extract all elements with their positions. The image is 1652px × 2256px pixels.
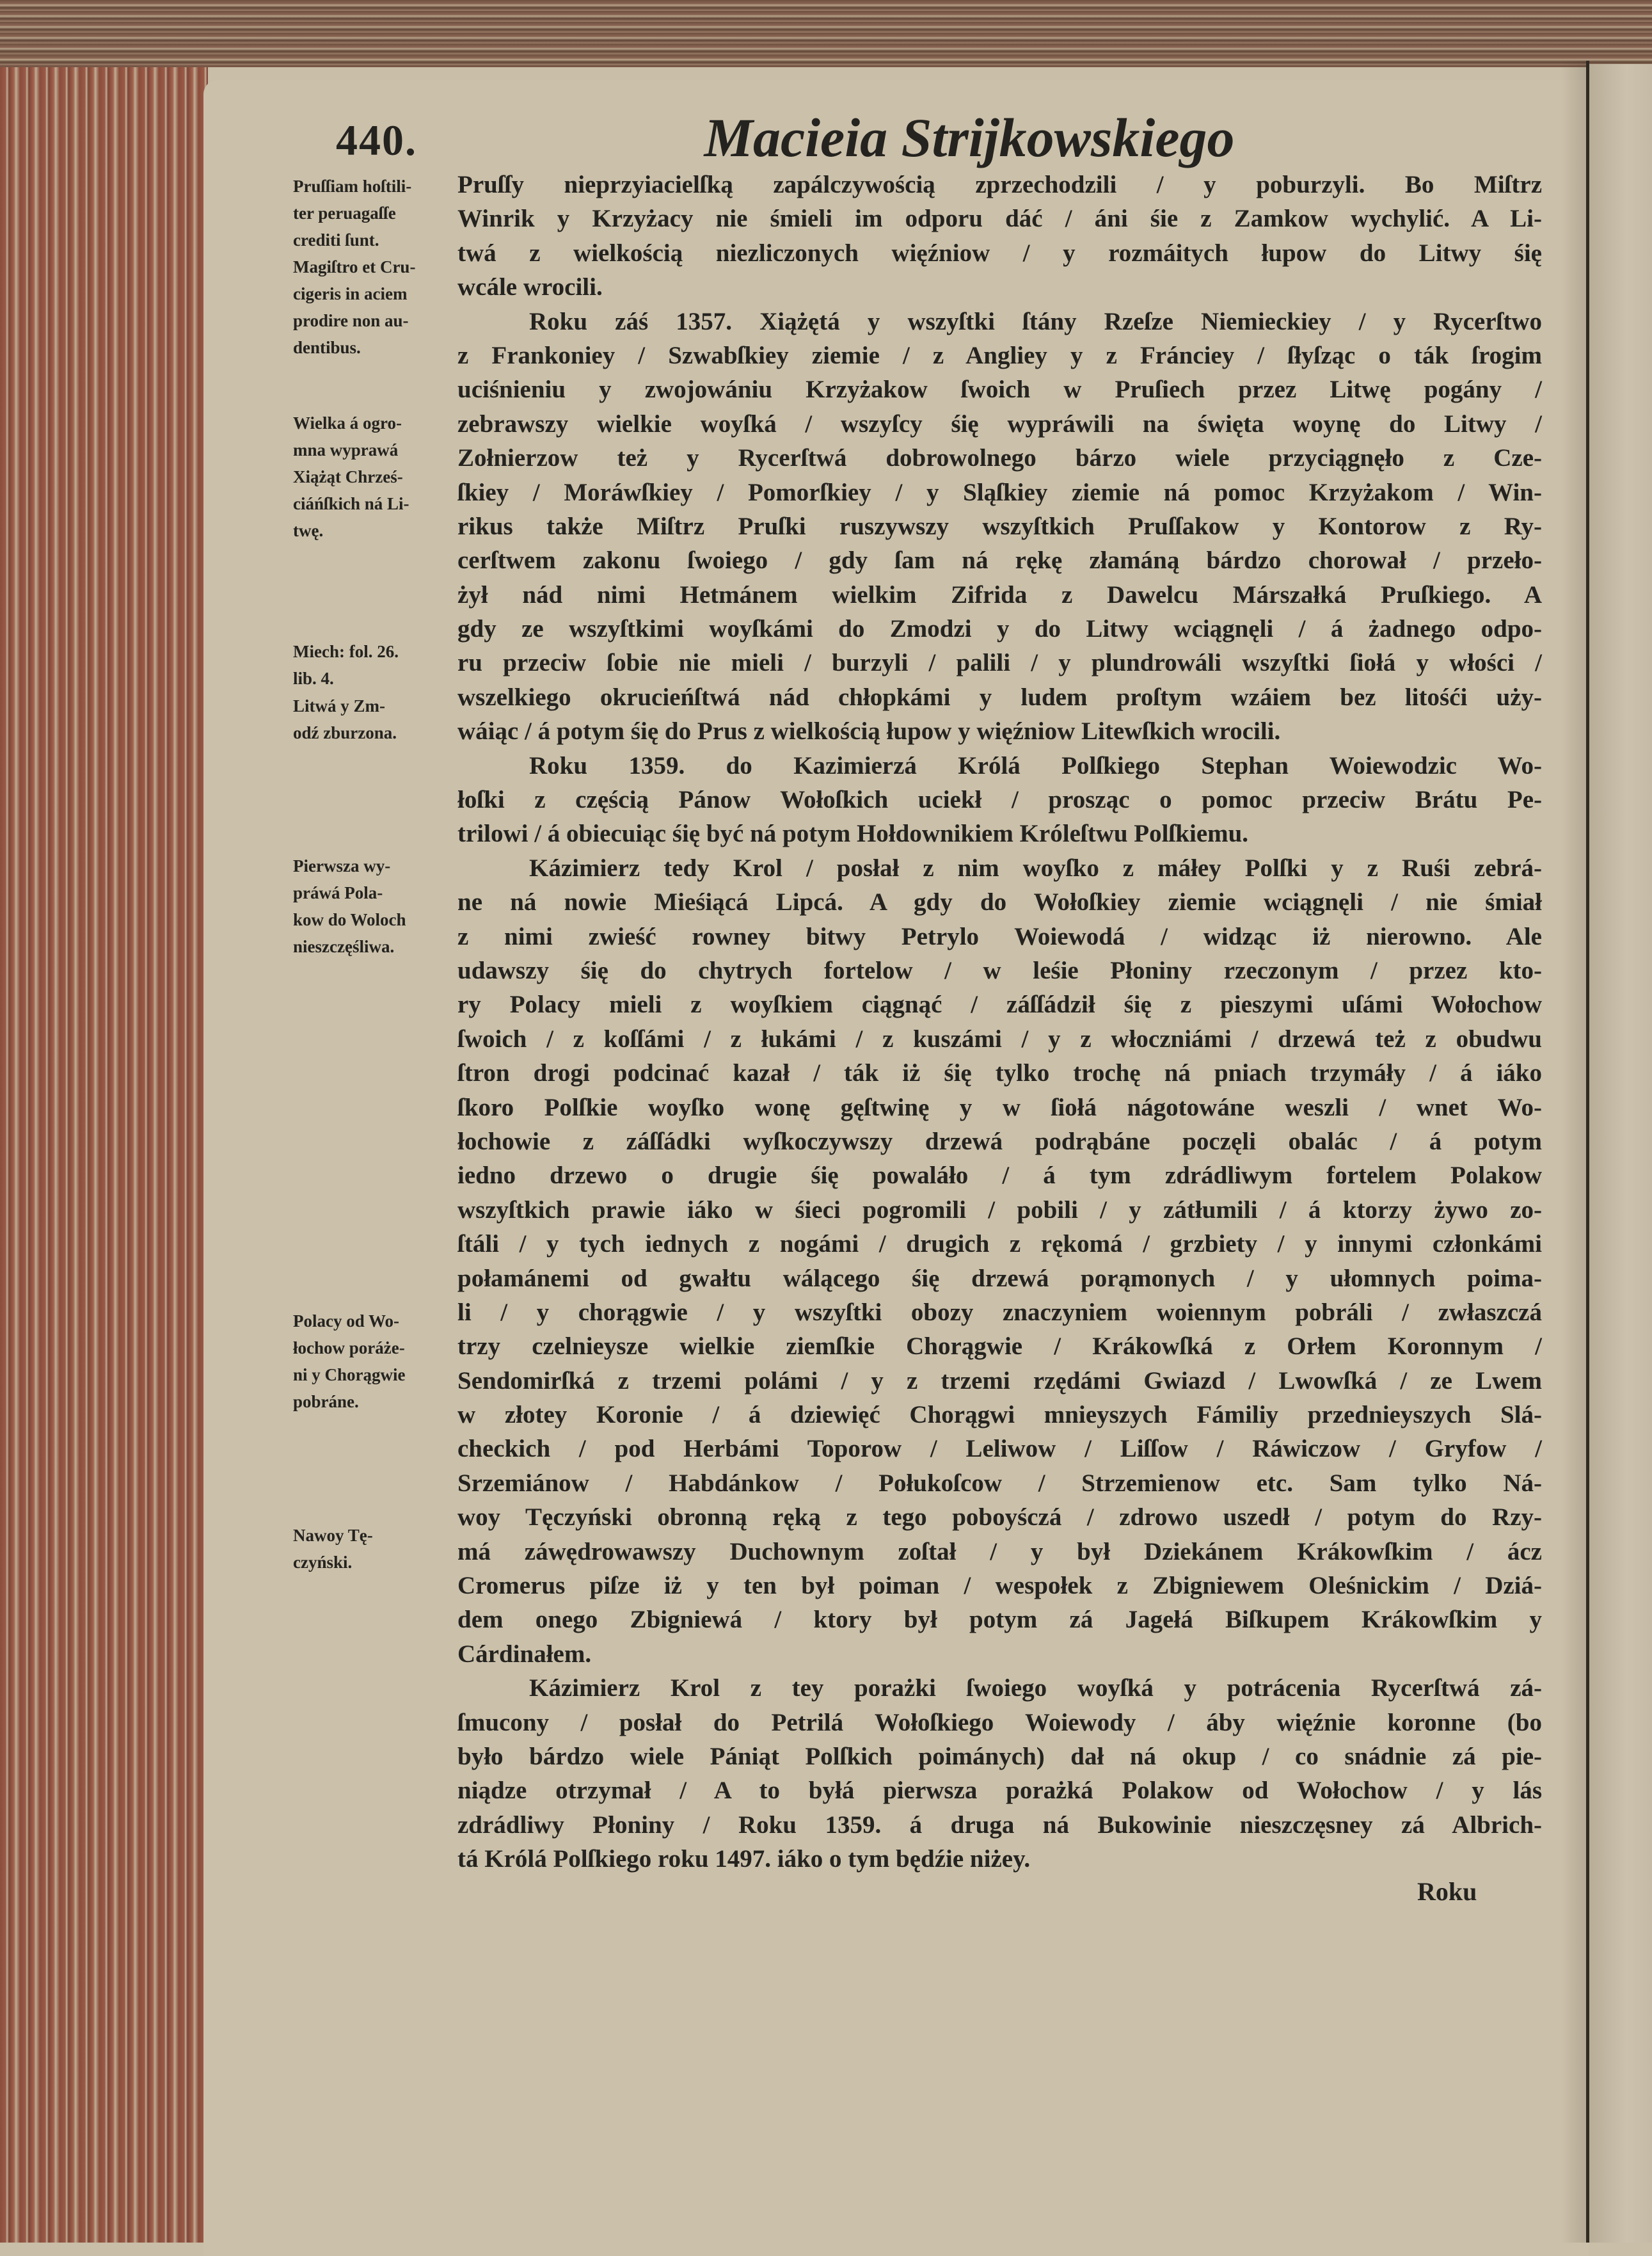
text-line: iedno drzewo o drugie śię powaláło / á tym zdrádliwym fortelem Polakow bbox=[457, 1162, 1542, 1190]
text-line: zdrádliwy Płoniny / Roku 1359. á druga ná Bukowinie nieszczęsney zá Albrich- bbox=[457, 1811, 1542, 1839]
text-line: Kázimierz tedy Krol / posłał z nim woyſko z máłey Polſki y z Ruśi zebrá- bbox=[529, 854, 1542, 882]
text-line: Roku 1359. do Kazimierzá Królá Polſkiego Stephan Woiewodzic Wo- bbox=[529, 751, 1542, 780]
page-number: 440. bbox=[336, 116, 417, 164]
text-line: ry Polacy mieli z woyſkiem ciągnąć / záſſádził śię z pieszymi uſámi Wołochow bbox=[457, 991, 1542, 1019]
marginal-note-line: ni y Chorągwie bbox=[293, 1365, 406, 1384]
facing-page bbox=[1589, 64, 1652, 2243]
marginal-note bbox=[293, 638, 421, 692]
text-line: Cárdinałem. bbox=[457, 1640, 592, 1668]
text-line: gdy ze wszyſtkimi woyſkámi do Zmodzi y do Litwy wciągnęli / á żadnego odpo- bbox=[457, 615, 1542, 643]
text-line: Pruſſy nieprzyiacielſką zapálczywością zprzechodzili / y poburzyli. Bo Miſtrz bbox=[457, 171, 1542, 198]
text-line: ſkiey / Moráwſkiey / Pomorſkiey / y Sląſkiey ziemie ná pomoc Krzyżakom / Win- bbox=[457, 478, 1542, 506]
text-line: żył nád nimi Hetmánem wielkim Zifrida z Dawelcu Márszałká Pruſkiego. A bbox=[457, 580, 1542, 609]
marginal-note-line: kow do Woloch bbox=[293, 910, 406, 929]
marginal-note-line: odź zburzona. bbox=[293, 723, 397, 742]
text-line: ſwoich / z koſſámi / z łukámi / z kuszámi / y z włoczniámi / drzewá też z obudwu bbox=[457, 1025, 1542, 1053]
book-top-edges bbox=[0, 0, 1652, 67]
marginal-note-line: mna wyprawá bbox=[293, 440, 399, 460]
text-line: było bárdzo wiele Pániąt Polſkich poimánych) dał ná okup / co snádnie zá pie- bbox=[457, 1742, 1542, 1770]
text-line: połamánemi od gwałtu wálącego śię drzewá porąmonych / y ułomnych poima- bbox=[457, 1264, 1542, 1292]
text-line: uciśnieniu y zwojowániu Krzyżakow ſwoich w Pruſiech przez Litwę pogány / bbox=[457, 376, 1542, 404]
marginal-note-line: łochow poráże- bbox=[293, 1338, 405, 1357]
marginal-note bbox=[293, 173, 421, 361]
text-line: Roku záś 1357. Xiążętá y wszyſtki ſtány Rzeſze Niemieckiey / y Rycerſtwo bbox=[529, 307, 1542, 335]
marginal-note bbox=[293, 692, 421, 746]
text-line: z nimi zwieść rowney bitwy Petrylo Woiewodá / widząc iż nierowno. Ale bbox=[457, 922, 1542, 950]
marginal-note-line: lib. 4. bbox=[293, 669, 334, 688]
marginal-note-line: Nawoy Tę- bbox=[293, 1526, 373, 1545]
running-title: Macieia Strijkowskiego bbox=[704, 107, 1235, 168]
text-line: Srzemiánow / Habdánkow / Połukoſcow / Strzemienow etc. Sam tylko Ná- bbox=[457, 1469, 1542, 1497]
text-line: ru przeciw ſobie nie mieli / burzyli / palili / y plundrowáli wszyſtki ſiołá y włości / bbox=[457, 649, 1542, 677]
marginal-note bbox=[293, 852, 421, 960]
text-line: Zołnierzow też y Rycerſtwá dobrowolnego bárzo wiele przyciągnęło z Cze- bbox=[457, 444, 1542, 472]
text-line: wszyſtkich prawie iáko w śieci pogromili / pobili / y zátłumili / á ktorzy żywo zo- bbox=[457, 1196, 1542, 1224]
marginal-note-line: Xiążąt Chrześ- bbox=[293, 467, 403, 486]
text-line: Sendomirſká z trzemi polámi / y z trzemi rzędámi Gwiazd / Lwowſká / ze Lwem bbox=[457, 1366, 1542, 1395]
text-line: łoſki z częścią Pánow Wołoſkich uciekł / prosząc o pomoc przeciw Brátu Pe- bbox=[457, 786, 1542, 814]
text-line: wszelkiego okrucieńſtwá nád chłopkámi y ludem proſtym wzáiem bez litośći uży- bbox=[457, 683, 1542, 711]
text-line: cerſtwem zakonu ſwoiego / gdy ſam ná rękę złamáną bárdzo chorował / przeło- bbox=[457, 547, 1542, 575]
marginal-note-line: cigeris in aciem bbox=[293, 284, 408, 303]
text-line: udawszy śię do chytrych fortelow / w leśie Płoniny rzeczonym / przez kto- bbox=[457, 956, 1542, 984]
marginal-note bbox=[293, 1522, 421, 1576]
marginal-note-line: Litwá y Zm- bbox=[293, 696, 385, 716]
text-line: Kázimierz Krol z tey porażki ſwoiego woyſká y potrácenia Rycerſtwá zá- bbox=[529, 1674, 1542, 1702]
marginal-note bbox=[293, 1308, 421, 1415]
marginal-note-line: Magiſtro et Cru- bbox=[293, 257, 416, 276]
marginal-note-line: Pruſſiam hoſtili- bbox=[293, 177, 412, 196]
body-text bbox=[457, 168, 1542, 1876]
gutter-shadow bbox=[1561, 61, 1589, 2243]
text-line: rikus także Miſtrz Pruſki ruszywszy wszyſtkich Pruſſakow y Kontorow z Ry- bbox=[457, 512, 1542, 540]
text-line: trilowi / á obiecuiąc śię być ná potym Hołdownikiem Króleſtwu Polſkiemu. bbox=[457, 820, 1249, 848]
text-line: Cromerus piſze iż y ten był poiman / wespołek z Zbigniewem Oleśnickim / Dziá- bbox=[457, 1572, 1542, 1600]
catchword: Roku bbox=[1417, 1877, 1477, 1906]
gutter-fold bbox=[1586, 61, 1589, 2243]
text-line: checkich / pod Herbámi Toporow / Leliwow / Liſſow / Ráwiczow / Gryfow / bbox=[457, 1435, 1542, 1463]
text-line: ſkoro Polſkie woyſko wonę gęſtwinę y w ſiołá nágotowáne weszli / wnet Wo- bbox=[457, 1093, 1542, 1121]
marginal-note-line: pobráne. bbox=[293, 1392, 359, 1411]
text-line: ſmucony / posłał do Petrilá Wołoſkiego Woiewody / áby więźnie koronne (bo bbox=[457, 1708, 1542, 1736]
text-line: w złotey Koronie / á dziewięć Chorągwi mnieyszych Fámiliy przednieyszych Slá- bbox=[457, 1401, 1542, 1429]
marginal-note-line: prodire non au- bbox=[293, 311, 409, 330]
marginal-note-line: Wielka á ogro- bbox=[293, 413, 402, 433]
text-line: woy Tęczyński obronną ręką z tego poboyśczá / zdrowo uszedł / potym do Rzy- bbox=[457, 1503, 1542, 1532]
text-line: Winrik y Krzyżacy nie śmieli im odporu dáć / áni śie z Zamkow wychylić. A Li- bbox=[457, 205, 1542, 233]
text-line: niądze otrzymał / A to byłá pierwsza porażká Polakow od Wołochow / y lás bbox=[457, 1777, 1542, 1805]
text-line: twá z wielkością niezliczonych więźniow / y rozmáitych łupow do Litwy śię bbox=[457, 239, 1542, 267]
marginal-note-line: nieszczęśliwa. bbox=[293, 937, 395, 956]
marginal-note-line: ciáńſkich ná Li- bbox=[293, 494, 409, 513]
marginal-note-line: twę. bbox=[293, 521, 324, 540]
text-line: ſtáli / y tych iednych z nogámi / drugich z rękomá / grzbiety / y innymi członkámi bbox=[457, 1230, 1542, 1258]
text-line: li / y chorągwie / y wszyſtki obozy znaczyniem woiennym pobráli / zwłaszczá bbox=[457, 1298, 1542, 1326]
text-line: má záwędrowawszy Duchownym zoſtał / y był Dziekánem Krákowſkim / ácz bbox=[457, 1537, 1542, 1565]
marginal-note-line: ter peruagaſſe bbox=[293, 204, 396, 223]
text-line: zebrawszy wielkie woyſká / wszyſcy śię wypráwili na święta woynę do Litwy / bbox=[457, 410, 1542, 438]
marginal-note bbox=[293, 410, 421, 544]
marginal-note-line: crediti ſunt. bbox=[293, 230, 379, 250]
text-line: łochowie z záſſádki wyſkoczywszy drzewá podrąbáne poczęli obalác / á potym bbox=[457, 1127, 1542, 1155]
text-line: wcále wrocili. bbox=[457, 273, 603, 301]
text-line: tá Królá Polſkiego roku 1497. iáko o tym będźie niżey. bbox=[457, 1845, 1031, 1873]
text-line: trzy czelnieysze wielkie ziemſkie Chorągwie / Krákowſká z Orłem Koronnym / bbox=[457, 1332, 1542, 1361]
text-line: ne ná nowie Mieśiącá Lipcá. A gdy do Wołoſkiey ziemie wciągnęli / nie śmiał bbox=[457, 888, 1542, 916]
text-line: dem onego Zbigniewá / ktory był potym zá Jagełá Biſkupem Krákowſkim y bbox=[457, 1606, 1542, 1634]
text-line: z Frankoniey / Szwabſkiey ziemie / z Angliey y z Fránciey / ſłyſząc o ták ſrogim bbox=[457, 341, 1542, 369]
marginal-note-line: práwá Pola- bbox=[293, 883, 383, 902]
book-page-edges bbox=[0, 0, 208, 2243]
marginal-note-line: czyński. bbox=[293, 1553, 353, 1572]
text-line: ſtron drogi podcinać kazał / ták iż śię tylko trochę ná pniach trzymáły / á iáko bbox=[457, 1059, 1542, 1087]
text-line: wáiąc / á potym śię do Prus z wielkością łupow y więźniow Litewſkich wrocili. bbox=[457, 717, 1281, 746]
marginal-note-line: Miech: fol. 26. bbox=[293, 642, 399, 661]
marginal-note-line: dentibus. bbox=[293, 338, 361, 357]
marginal-note-line: Polacy od Wo- bbox=[293, 1311, 400, 1331]
marginal-note-line: Pierwsza wy- bbox=[293, 856, 391, 876]
